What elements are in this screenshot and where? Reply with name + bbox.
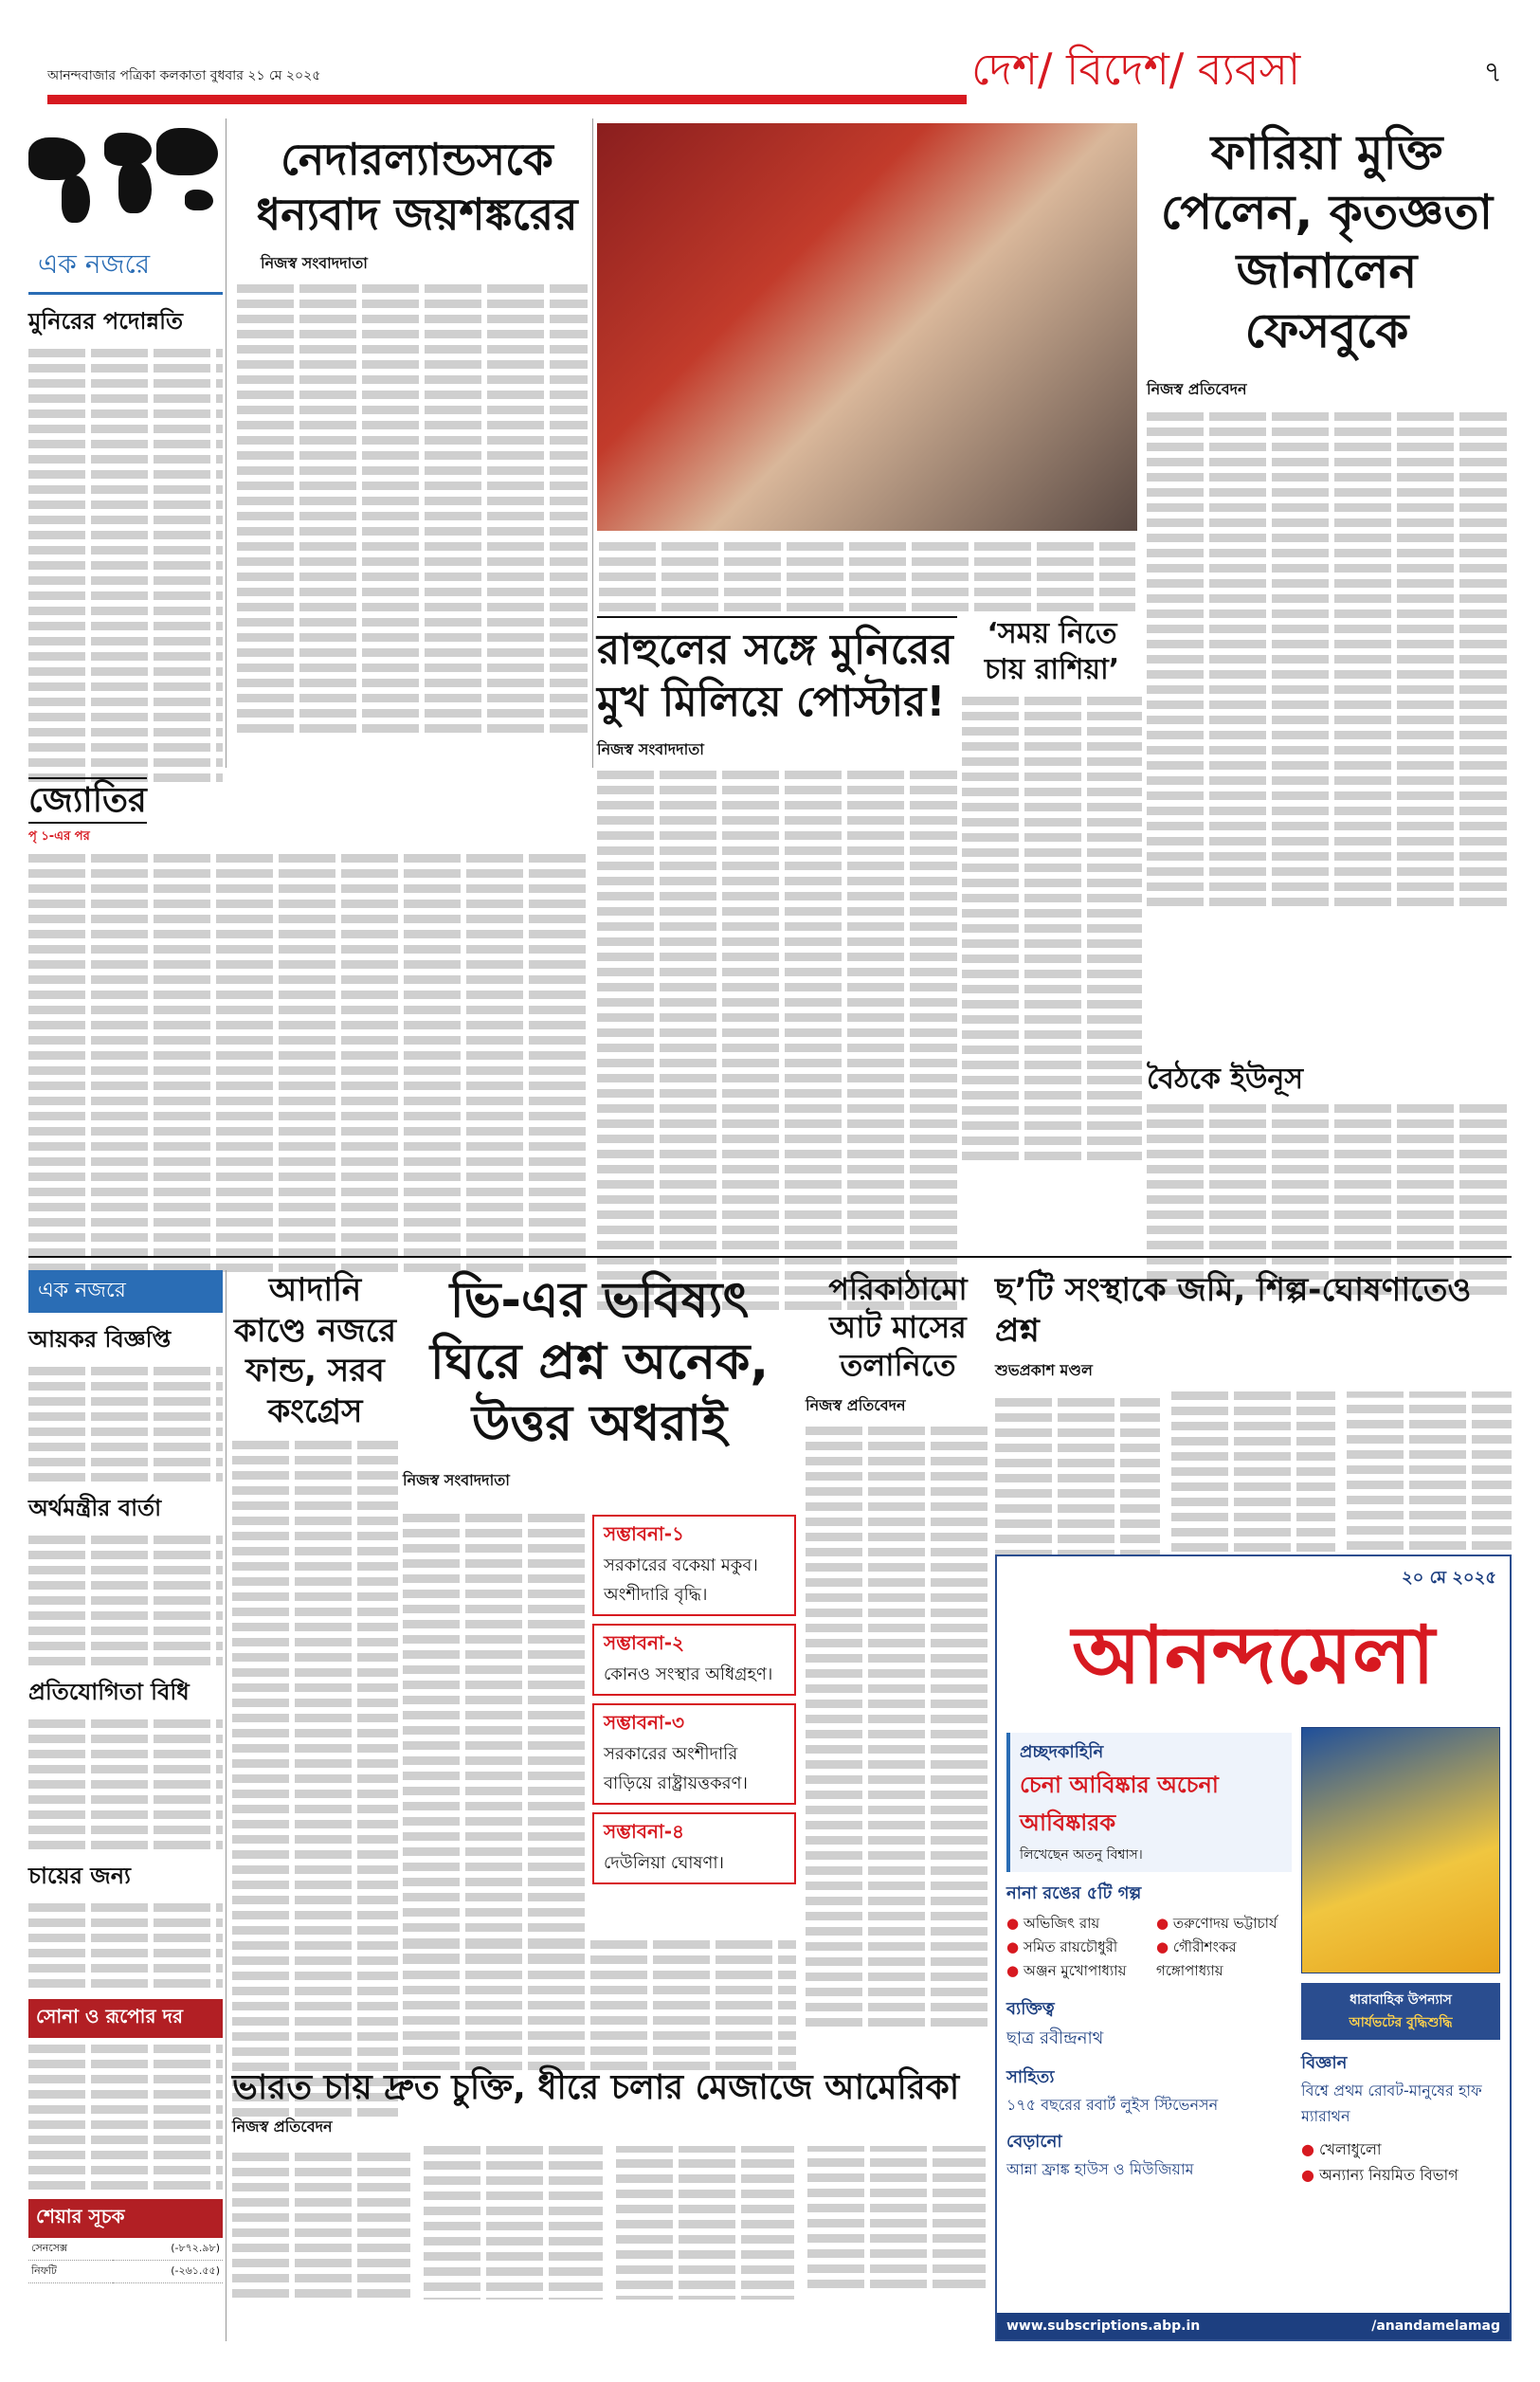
byline: নিজস্ব প্রতিবেদন — [806, 1396, 906, 1414]
world-map-icon — [28, 118, 227, 232]
publication-line: আনন্দবাজার পত্রিকা কলকাতা বুধবার ২১ মে ২০২৫ — [47, 68, 321, 83]
story-yunus — [1147, 1062, 1507, 1301]
ad-brand-logo: আনন্দমেলা — [1072, 1609, 1435, 1701]
gold-silver-title: সোনা ও রূপোর দর — [28, 1999, 223, 2038]
page-number: ৭ — [1483, 56, 1502, 89]
byline: নিজস্ব সংবাদদাতা — [403, 1471, 510, 1489]
gaza-child-photo — [597, 123, 1137, 531]
masthead — [47, 45, 1502, 102]
table-row — [28, 2238, 223, 2261]
ad-date: ২০ মে ২০২৫ — [1401, 1568, 1496, 1588]
sidebar-item-title: অর্থমন্ত্রীর বার্তা — [28, 1495, 162, 1521]
sidebar-item-title: আয়কর বিজ্ঞপ্তি — [28, 1326, 172, 1353]
byline: নিজস্ব প্রতিবেদন — [1147, 380, 1247, 398]
masthead-rule — [47, 95, 967, 104]
story-jyoti — [28, 777, 588, 1279]
index-name: নিফটি — [28, 2261, 113, 2283]
sidebar-item-title: চায়ের জন্য — [28, 1863, 132, 1889]
scenario-box: সম্ভাবনা-৩ সরকারের অংশীদারি বাড়িয়ে রাষ্ট্রায়ত্তকরণ। — [592, 1703, 796, 1805]
story-adani — [232, 1270, 398, 2123]
headline: রাহুলের সঙ্গে মুনিরের মুখ মিলিয়ে পোস্টার! — [597, 626, 953, 726]
headline: নেদারল্যান্ডসকে ধন্যবাদ জয়শঙ্করের — [256, 134, 578, 240]
continued-ref: পৃ ১-এর পর — [28, 829, 90, 844]
scenario-box: সম্ভাবনা-২ কোনও সংস্থার অধিগ্রহণ। — [592, 1624, 796, 1696]
sidebar-item-title: প্রতিযোগিতা বিধি — [28, 1679, 190, 1705]
sidebar-bottom — [28, 1270, 223, 2283]
story-vi-tail — [403, 1934, 796, 2077]
headline: ভারত চায় দ্রুত চুক্তি, ধীরে চলার মেজাজে আমেরিকা — [232, 2068, 960, 2107]
anandamela-advert: ২০ মে ২০২৫ আনন্দমেলা প্রচ্ছদকাহিনি চেনা আবিষ্কার অচেনা আবিষ্কারক লিখেছেন অতনু বিশ্বাস। নানা রঙের ৫টি গল্প ● অভিজিৎ রায় ● সমিত রায়চৌধুরী ● অঞ্জন মুখোপাধ্যায় ● তরুণোদয় ভট্টাচার্য ● গৌরীশংকর গঙ্গোপাধ্যায় ব্যক্তিত্ব ছাত্র রবীন্দ্রনাথ সাহিত্য ১৭৫ বছরের রবার্ট লুইস স্টিভেনসন বেড়ানো আন্না ফ্রাঙ্ক হাউস ও মিউজিয়াম ধারাবাহিক উপন্যাস আর্যভটের বুদ্ধিশুদ্ধি বিজ্ঞান বিশ্বে প্রথম রোবট-মানুষের হাফ ম্যারাথন ● খেলাধুলো ● অন্যান্য নিয়মিত বিভাগ www.subscriptions.abp.in /anandamelamag — [995, 1555, 1512, 2341]
photo-caption — [599, 536, 1135, 618]
cover-author: লিখেছেন অতনু বিশ্বাস। — [1020, 1847, 1143, 1863]
subscription-link[interactable]: www.subscriptions.abp.in — [1006, 2318, 1201, 2334]
market-index-title: শেয়ার সূচক — [28, 2199, 223, 2238]
index-name: সেনসেক্স — [28, 2238, 113, 2261]
index-change: (-২৬১.৫৫) — [113, 2261, 223, 2283]
sidebar-label: এক নজরে — [28, 1270, 223, 1313]
table-row — [28, 2261, 223, 2283]
sidebar-item-title: মুনিরের পদোন্নতি — [28, 308, 183, 335]
story-infra — [806, 1270, 990, 2033]
byline: শুভপ্রকাশ মণ্ডল — [995, 1361, 1093, 1379]
scenario-box: সম্ভাবনা-১ সরকারের বকেয়া মকুব। অংশীদারি বৃদ্ধি। — [592, 1515, 796, 1616]
scenario-box: সম্ভাবনা-৪ দেউলিয়া ঘোষণা। — [592, 1812, 796, 1884]
vi-scenarios — [592, 1507, 796, 1892]
headline: জ্যোতির — [28, 777, 147, 824]
headline: আদানি কাণ্ডে নজরে ফান্ড, সরব কংগ্রেস — [233, 1271, 397, 1430]
byline: নিজস্ব প্রতিবেদন — [232, 2118, 333, 2136]
story-vi-body — [403, 1507, 588, 1969]
sidebar-label: এক নজরে — [28, 240, 223, 295]
headline: ফারিয়া মুক্তি পেলেন, কৃতজ্ঞতা জানালেন ফেসবুকে — [1160, 125, 1494, 358]
headline: ‘সময় নিতে চায় রাশিয়া’ — [984, 617, 1120, 686]
sidebar-top — [28, 118, 223, 789]
headline: পরিকাঠামো আট মাসের তলানিতে — [828, 1271, 968, 1383]
story-tea — [232, 2066, 986, 2300]
story-russia — [962, 616, 1142, 1167]
byline: নিজস্ব সংবাদদাতা — [261, 254, 368, 272]
index-change: (-৮৭২.৯৮) — [113, 2238, 223, 2261]
section-title: দেশ/ বিদেশ/ ব্যবসা — [971, 44, 1301, 95]
story-netherlands — [237, 133, 597, 242]
story-fariya — [1147, 123, 1507, 913]
story-netherlands-body — [237, 251, 588, 739]
market-index-table — [28, 2238, 223, 2283]
byline: নিজস্ব সংবাদদাতা — [597, 740, 704, 758]
sidebar-item-body — [28, 349, 223, 782]
author-list: ● অভিজিৎ রায় ● সমিত রায়চৌধুরী ● অঞ্জন মুখোপাধ্যায় ● তরুণোদয় ভট্টাচার্য ● গৌরীশংকর গঙ্গোপাধ্যায় — [1006, 1913, 1292, 1984]
headline: ছ’টি সংস্থাকে জমি, শিল্প-ঘোষণাতেও প্রশ্ন — [995, 1271, 1472, 1350]
cover-story: চেনা আবিষ্কার অচেনা আবিষ্কারক — [1020, 1772, 1219, 1836]
story-vi — [403, 1270, 796, 1494]
headline: ভি-এর ভবিষ্যৎ ঘিরে প্রশ্ন অনেক, উত্তর অধরাই — [429, 1272, 770, 1452]
headline: বৈঠকে ইউনূস — [1147, 1063, 1304, 1096]
social-handle[interactable]: /anandamelamag — [1371, 2318, 1500, 2334]
magazine-cover-image — [1301, 1727, 1500, 1973]
story-rahul — [597, 616, 957, 1317]
